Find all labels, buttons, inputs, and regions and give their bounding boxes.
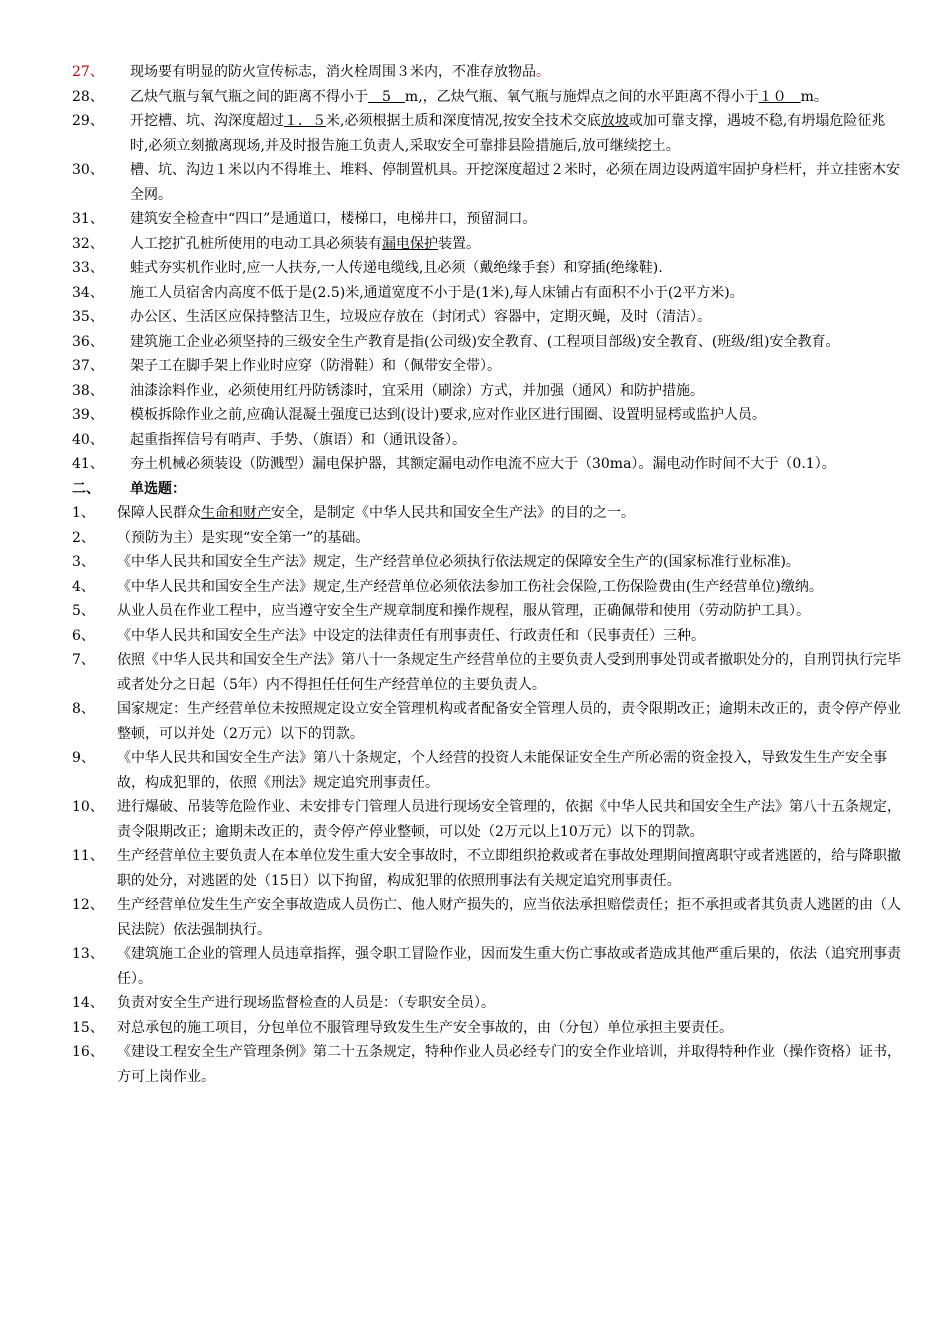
question-number: 30、	[72, 162, 104, 178]
section-heading	[72, 477, 902, 502]
question-text	[117, 697, 902, 746]
question-text	[117, 991, 902, 1016]
question-number: 11、	[72, 848, 104, 864]
question-item	[72, 60, 902, 85]
question-text	[117, 624, 902, 649]
question-text	[130, 452, 902, 477]
question-number: 34、	[72, 284, 104, 301]
question-text	[117, 1016, 902, 1041]
question-text	[130, 232, 902, 257]
text-fragment: 从业人员在作业工程中，应当遵守安全生产规章制度和操作规程，服从管理，正确佩带和使用（劳动防护工具）。	[117, 603, 810, 619]
question-item	[72, 942, 902, 991]
question-text	[117, 575, 902, 600]
question-text	[117, 795, 902, 844]
question-item	[72, 305, 902, 330]
text-fragment: 《中华人民共和国安全生产法》规定，生产经营单位必须执行依法规定的保障安全生产的(国家标准行业标准)。	[117, 554, 800, 570]
text-fragment: 模板拆除作业之前,应确认混凝土强度已达到(设计)要求,应对作业区进行围圈、设置明显樗或监护人员。	[130, 407, 766, 423]
question-number: 33、	[72, 260, 104, 276]
text-fragment: 生产经营单位主要负责人在本单位发生重大安全事故时，不立即组织抢救或者在事故处理期间擅离职守或者逃匿的，给与降职撤职的处分，对逃匿的处（15日）以下拘留，构成犯罪的依照刑事法有关规定追究刑事责任。	[117, 848, 901, 889]
question-item	[72, 158, 902, 207]
answer-underlined: 漏电保护	[382, 235, 438, 252]
answer-underlined: 5	[368, 88, 405, 105]
question-number: 4、	[72, 578, 95, 595]
text-fragment: 现场要有明显的防火宣传标志，消火栓周围３米内，不准存放物品	[130, 64, 536, 80]
question-item	[72, 746, 902, 795]
text-fragment: m,，乙炔气瓶、氧气瓶与施焊点之间的水平距离不得小于	[404, 88, 759, 105]
question-text	[117, 893, 902, 942]
text-fragment: 办公区、生活区应保持整洁卫生，垃圾应存放在（封闭式）容器中，定期灭蝇，及时（清洁）。	[130, 309, 711, 325]
text-fragment: 生产经营单位发生生产安全事故造成人员伤亡、他人财产损失的，应当依法承担赔偿责任；拒不承担或者其负责人逃匿的由（人民法院）依法强制执行。	[117, 897, 901, 938]
question-text	[130, 85, 902, 110]
question-item	[72, 599, 902, 624]
question-item	[72, 85, 902, 110]
text-fragment: 或加可靠支撑，遇坡不稳,有坍塌危险征兆时,必须立刻撤离现场,并及时报告施工负责人,采取安全可靠排县险措施后,放可继续挖土。	[130, 113, 886, 154]
answer-underlined: １．５	[284, 113, 326, 129]
text-fragment: 《中华人民共和国安全生产法》第八十条规定，个人经营的投资人未能保证安全生产所必需的资金投入，导致发生生产安全事故，构成犯罪的，依照《刑法》规定追究刑事责任。	[117, 750, 887, 791]
text-fragment: 保障人民群众	[117, 505, 201, 521]
question-number: 39、	[72, 407, 104, 423]
question-number: 3、	[72, 554, 95, 570]
question-text	[130, 354, 902, 379]
question-number: 5、	[72, 603, 95, 619]
question-number: 31、	[72, 211, 104, 227]
text-fragment: 蛙式夯实机作业时,应一人扶夯,一人传递电缆线,且必须（戴绝缘手套）和穿插(绝缘鞋).	[130, 260, 663, 276]
text-fragment: 安全，是制定《中华人民共和国安全生产法》的目的之一。	[271, 505, 635, 521]
question-number: 27、	[72, 64, 104, 80]
question-item	[72, 207, 902, 232]
question-item	[72, 893, 902, 942]
text-fragment: 槽、坑、沟边１米以内不得堆土、堆料、停制置机具。开挖深度超过２米时，必须在周边设两道牢固护身栏杆，并立挂密木安全网。	[130, 162, 900, 203]
question-text	[117, 501, 902, 526]
document-body	[72, 60, 902, 1089]
text-fragment: 起重指挥信号有哨声、手势、（旗语）和（通讯设备）。	[130, 431, 466, 448]
question-number: 35、	[72, 309, 104, 325]
question-number: 14、	[72, 995, 104, 1011]
text-fragment: 米,必须根据土质和深度情况,按安全技术交底	[326, 113, 601, 129]
question-item	[72, 281, 902, 306]
question-item	[72, 403, 902, 428]
text-fragment: m。	[800, 88, 828, 105]
text-fragment: 建筑安全检查中“四口”是通道口，楼梯口，电梯井口，预留洞口。	[130, 211, 537, 227]
text-fragment: 夯土机械必须装设（防溅型）漏电保护器，其额定漏电动作电流不应大于（30ma）。漏电动作时间不大于（0.1）。	[130, 456, 836, 472]
section-number: 二、	[72, 480, 100, 497]
text-fragment: 。	[536, 64, 550, 80]
question-number: 1、	[72, 505, 95, 521]
question-text	[130, 330, 902, 355]
text-fragment: 《建筑施工企业的管理人员违章指挥，强令职工冒险作业，因而发生重大伤亡事故或者造成其他严重后果的，依法（追究刑事责任）。	[117, 946, 901, 987]
question-text	[130, 158, 902, 207]
question-number: 40、	[72, 431, 104, 448]
question-text	[117, 550, 902, 575]
text-fragment: 进行爆破、吊装等危险作业、未安排专门管理人员进行现场安全管理的，依据《中华人民共和国安全生产法》第八十五条规定，责令限期改正；逾期未改正的，责令停产停业整顿，可以处（2万元以上10万元）以下的罚款。	[117, 799, 901, 840]
question-number: 6、	[72, 627, 95, 644]
question-item	[72, 1016, 902, 1041]
question-number: 7、	[72, 652, 95, 668]
text-fragment: 《中华人民共和国安全生产法》中设定的法律责任有刑事责任、行政责任和（民事责任）三种。	[117, 627, 705, 644]
question-text	[130, 256, 902, 281]
question-number: 9、	[72, 750, 95, 766]
question-item	[72, 232, 902, 257]
text-fragment: 乙炔气瓶与氧气瓶之间的距离不得小于	[130, 88, 368, 105]
text-fragment: 《中华人民共和国安全生产法》规定,生产经营单位必须依法参加工伤社会保险,工伤保险费由(生产经营单位)缴纳。	[117, 578, 823, 595]
text-fragment: 施工人员宿舍内高度不低于是(2.5)米,通道宽度不小于是(1米),每人床铺占有面积不小于(2平方米)。	[130, 284, 744, 301]
question-text	[117, 746, 902, 795]
text-fragment: 油漆涂料作业，必须使用红丹防锈漆时，宜采用（刷涂）方式，并加强（通风）和防护措施。	[130, 382, 704, 399]
question-number: 32、	[72, 235, 104, 252]
question-number: 2、	[72, 529, 95, 546]
question-item	[72, 109, 902, 158]
question-text	[117, 1040, 902, 1089]
question-item	[72, 330, 902, 355]
text-fragment: 人工挖扩孔桩所使用的电动工具必须装有	[130, 235, 382, 252]
question-item	[72, 428, 902, 453]
question-text	[130, 109, 902, 158]
question-number: 16、	[72, 1044, 104, 1060]
answer-underlined: 放坡	[600, 113, 629, 129]
answer-underlined: １０	[758, 88, 801, 105]
question-item	[72, 844, 902, 893]
question-text	[130, 403, 902, 428]
question-item	[72, 648, 902, 697]
question-text	[117, 526, 902, 551]
question-text	[117, 942, 902, 991]
question-number: 12、	[72, 897, 104, 913]
question-item	[72, 354, 902, 379]
question-text	[130, 379, 902, 404]
question-item	[72, 1040, 902, 1089]
question-number: 41、	[72, 456, 104, 472]
text-fragment: 建筑施工企业必须坚持的三级安全生产教育是指(公司级)安全教育、(工程项目部级)安全教育、(班级/组)安全教育。	[130, 333, 840, 350]
question-item	[72, 697, 902, 746]
question-text	[130, 281, 902, 306]
question-number: 36、	[72, 333, 104, 350]
answer-underlined: 生命和财产	[201, 505, 271, 521]
question-item	[72, 379, 902, 404]
section-title: 单选题：	[130, 480, 186, 497]
text-fragment: 对总承包的施工项目，分包单位不服管理导致发生生产安全事故的，由（分包）单位承担主要责任。	[117, 1019, 733, 1036]
question-item	[72, 795, 902, 844]
question-number: 38、	[72, 382, 104, 399]
question-text	[130, 207, 902, 232]
question-item	[72, 624, 902, 649]
text-fragment: 《建设工程安全生产管理条例》第二十五条规定，特种作业人员必经专门的安全作业培训，并取得特种作业（操作资格）证书，方可上岗作业。	[117, 1044, 901, 1085]
question-item	[72, 256, 902, 281]
text-fragment: 依照《中华人民共和国安全生产法》第八十一条规定生产经营单位的主要负责人受到刑事处罚或者撤职处分的，自刑罚执行完毕或者处分之日起（5年）内不得担任任何生产经营单位的主要负责人。	[117, 652, 901, 693]
question-number: 29、	[72, 113, 104, 129]
question-item	[72, 991, 902, 1016]
question-text	[130, 305, 902, 330]
text-fragment: 国家规定：生产经营单位未按照规定设立安全管理机构或者配备安全管理人员的，责令限期改正；逾期未改正的，责令停产停业整顿，可以并处（2万元）以下的罚款。	[117, 701, 901, 742]
text-fragment: 架子工在脚手架上作业时应穿（防滑鞋）和（佩带安全带）。	[130, 358, 501, 374]
question-text	[117, 844, 902, 893]
question-text	[117, 599, 902, 624]
question-item	[72, 501, 902, 526]
text-fragment: 开挖槽、坑、沟深度超过	[130, 113, 284, 129]
question-number: 37、	[72, 358, 104, 374]
text-fragment: 装置。	[438, 235, 480, 252]
text-fragment: （预防为主）是实现“安全第一”的基础。	[117, 529, 370, 546]
question-number: 8、	[72, 701, 95, 717]
question-text	[130, 428, 902, 453]
question-item	[72, 526, 902, 551]
single-choice-list	[72, 501, 902, 1089]
question-item	[72, 452, 902, 477]
question-item	[72, 575, 902, 600]
question-item	[72, 550, 902, 575]
question-text	[117, 648, 902, 697]
question-number: 28、	[72, 88, 104, 105]
text-fragment: 负责对安全生产进行现场监督检查的人员是：（专职安全员）。	[117, 995, 495, 1011]
question-number: 13、	[72, 946, 104, 962]
question-number: 10、	[72, 799, 104, 815]
question-text	[130, 60, 902, 85]
question-number: 15、	[72, 1019, 104, 1036]
fill-in-list	[72, 60, 902, 477]
